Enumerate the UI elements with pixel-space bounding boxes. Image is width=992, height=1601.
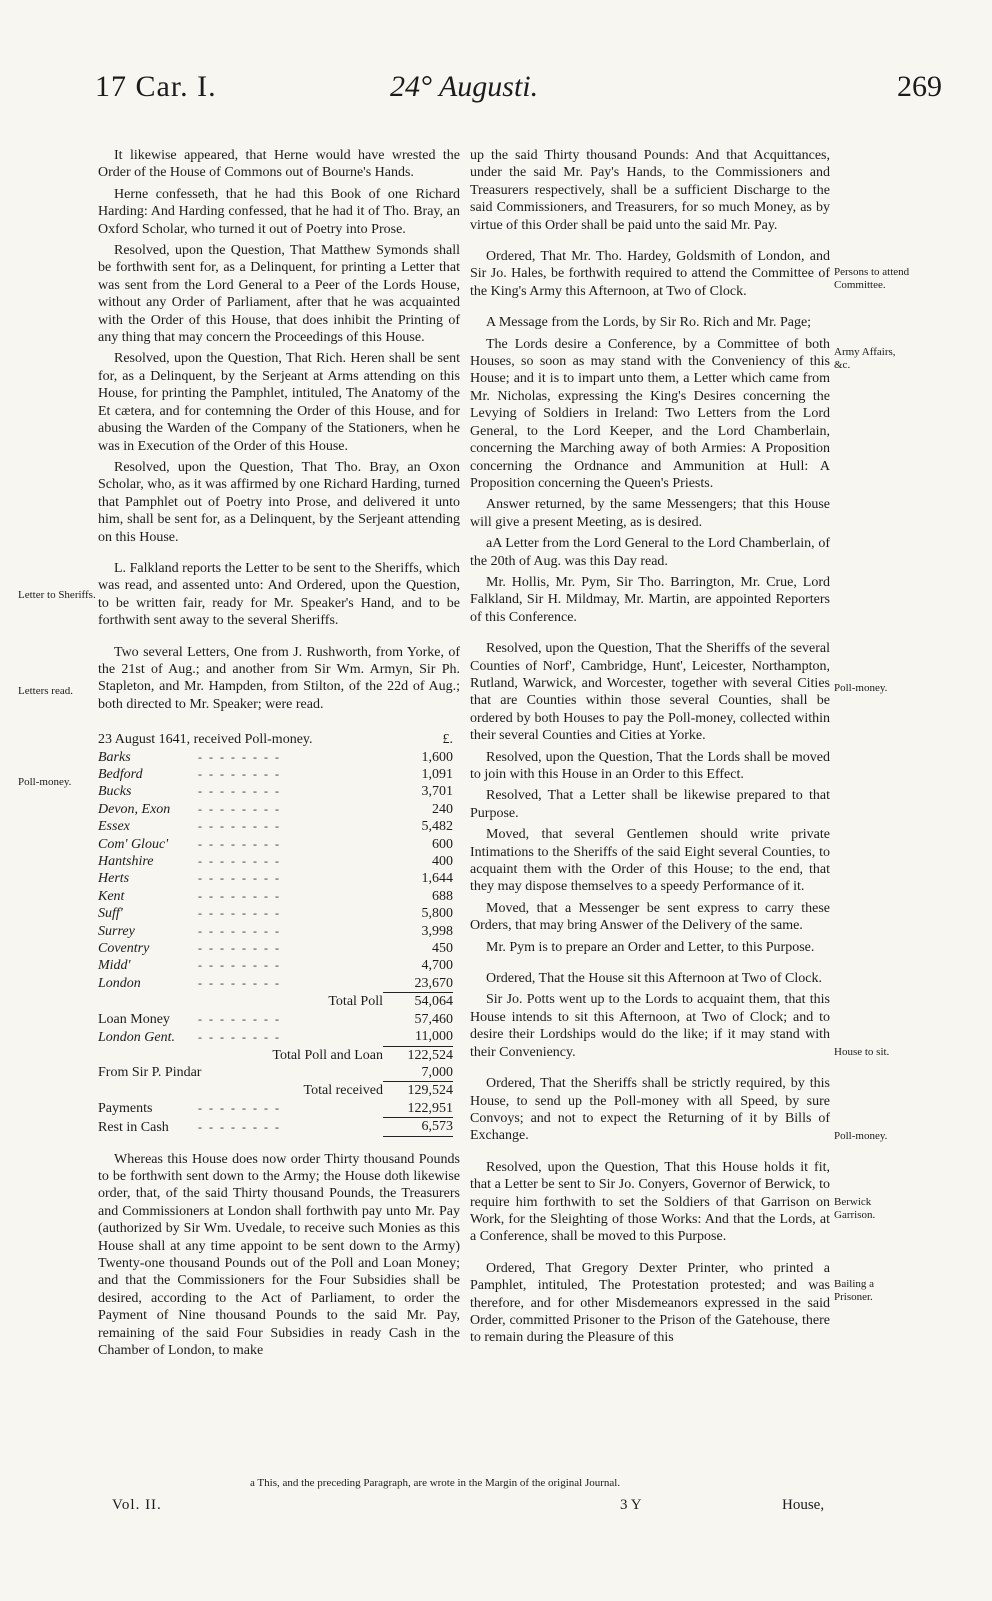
account-row: Rest in Cash - - - - - - - - 6,573 (98, 1119, 453, 1135)
margin-note-berwick-garrison: Berwick Garrison. (834, 1196, 876, 1221)
account-row: Hantshire - - - - - - - - 400 (98, 854, 453, 870)
county-amount: 450 (432, 941, 453, 957)
paragraph: Whereas this House does now order Thirty thousand Pounds to be forthwith sent down to the Army; the House doth likewise order, that, of the said Thirty thousand Pounds, the Treasurers and Commissioners at London shall forthwith pay unto Mr. Pay (authorized by Sir Wm. Uvedale, to receive such Monies as this House shall at any time appoint to be sent down to the Army) Twenty-one thousand Pounds out of the Poll and Loan Money; and that the Commissioners for the Four Subsidies shall be desired, according to the Act of Parliament, to order the Payment of Nine thousand Pounds to the said Mr. Pay, remaining of the said Four Subsidies in ready Cash in the Chamber of London, to make (98, 1151, 460, 1358)
paragraph: Mr. Hollis, Mr. Pym, Sir Tho. Barrington, Mr. Crue, Lord Falkland, Sir H. Mildmay, Mr. Martin, are appointed Reporters of this Conference. (470, 574, 830, 625)
paragraph: Resolved, That a Letter shall be likewise prepared to that Purpose. (470, 788, 830, 821)
paragraph: Two several Letters, One from J. Rushworth, from Yorke, of the 21st of Aug.; and another from Sir Wm. Armyn, Sir Ph. Stapleton, and Mr. Hampden, from Stilton, of the 22d of Aug.; both directed to Mr. Speaker; were read. (98, 644, 460, 712)
payments-label: Payments (98, 1101, 153, 1117)
header-regnal-year: 17 Car. I. (95, 70, 217, 103)
account-row: Payments - - - - - - - - 122,951 (98, 1100, 453, 1117)
county-name: Surrey (98, 923, 135, 939)
paragraph: Resolved, upon the Question, That this House holds it fit, that a Letter be sent to Sir Jo. Conyers, Governor of Berwick, to require him forthwith to set the Soldiers of that Garrison on Work, for the Sleighting of those Works: And that the Lords, at a Conference, shall be moved to this Purpose. (470, 1159, 830, 1245)
paragraph: Answer returned, by the same Messengers; that this House will give a present Meeting, as is desired. (470, 497, 830, 530)
total-poll-value: 54,064 (414, 994, 453, 1010)
account-total-row (98, 1046, 453, 1064)
paragraph: Resolved, upon the Question, That the Sheriffs of the several Counties of Norf', Cambridge, Hunt', Leicester, Northampton, Rutland, Warwick, and Worcester, together with several Cities that are Counties within those several Counties, shall be ordered by both Houses to pay the Poll-money, collected within their several Counties and Cities at Yorke. (470, 641, 830, 744)
account-row: London - - - - - - - - 23,670 (98, 975, 453, 992)
margin-note-persons-to-attend: Persons to attend Committee. (834, 266, 910, 291)
paragraph: Herne confesseth, that he had this Book of one Richard Harding: And Harding confessed, that he had it of Tho. Bray, an Oxford Scholar, who turned it out of Poetry into Prose. (98, 186, 460, 237)
account-row: Essex - - - - - - - - 5,482 (98, 819, 453, 835)
currency-symbol: £. (442, 732, 453, 748)
header-date: 24° Augusti. (390, 70, 539, 103)
paragraph: Sir Jo. Potts went up to the Lords to acquaint them, that this House intends to sit this Afternoon, at Two of Clock; and to desire their Lordships would do the like; if it may stand with their Conveniency. (470, 992, 830, 1060)
county-amount: 688 (432, 888, 453, 904)
paragraph: L. Falkland reports the Letter to be sent to the Sheriffs, which was read, and assented unto: And Ordered, upon the Question, to be written fair, ready for Mr. Speaker's Hand, and to be forthwith sent away to the several Sheriffs. (98, 560, 460, 629)
paragraph: Mr. Pym is to prepare an Order and Letter, to this Purpose. (486, 939, 815, 955)
margin-note-poll-money: Poll-money. (834, 1130, 888, 1142)
county-name: Coventry (98, 941, 150, 957)
account-heading-row (98, 731, 453, 748)
paragraph: Moved, that several Gentlemen should write private Intimations to the Sheriffs of the said Eight several Counties, to acquaint them with the Order of this House; to the end, that they may dispose themselves to a speedy Performance of it. (470, 827, 830, 895)
account-row: London Gent. - - - - - - - - 11,000 (98, 1029, 453, 1045)
account-row: Com' Glouc' - - - - - - - - 600 (98, 836, 453, 852)
paragraph: Moved, that a Messenger be sent express to carry these Orders, that may bring Answer of the Delivery of the same. (470, 900, 830, 934)
loan-money-value: 57,460 (414, 1011, 453, 1027)
paragraph: Resolved, upon the Question, That Matthew Symonds shall be forthwith sent for, as a Delinquent, for printing a Letter that was sent from the Lord General to a Peer of the Lords House, without any Order of Parliament, after that he was acquainted with the Order of this House, that does inhibit the Printing of any thing that may concern the Proceedings of this House. (98, 243, 460, 346)
total-received-label: Total received (303, 1083, 383, 1099)
account-total-row (98, 1082, 453, 1100)
county-amount: 5,482 (421, 819, 453, 835)
paragraph: Ordered, That Mr. Tho. Hardey, Goldsmith of London, and Sir Jo. Hales, be forthwith required to attend the Committee of the King's Army this Afternoon, at Two of Clock. (470, 249, 830, 299)
total-poll-label: Total Poll (328, 994, 383, 1010)
pindar-value: 7,000 (383, 1064, 453, 1082)
paragraph: Ordered, That Gregory Dexter Printer, who printed a Pamphlet, intituled, The Protestation protested; and was therefore, and for other Misdemeanors expressed in the said Order, committed Prisoner to the Prison of the Gatehouse, there to remain during the Pleasure of this (470, 1260, 830, 1346)
right-column (470, 147, 830, 1351)
county-name: Com' Glouc' (98, 836, 169, 852)
county-name: Devon, Exon (98, 801, 171, 817)
county-amount: 1,600 (421, 749, 453, 765)
county-name: Barks (98, 749, 131, 765)
paragraph: A Message from the Lords, by Sir Ro. Rich and Mr. Page; (486, 315, 812, 331)
county-name: Hantshire (98, 854, 154, 870)
paragraph: Ordered, That the Sheriffs shall be strictly required, by this House, to send up the Poll-money with all Speed, by sure Convoys; and not to expect the Returning of it by Bills of Exchange. (470, 1076, 830, 1144)
paragraph: aA Letter from the Lord General to the Lord Chamberlain, of the 20th of Aug. was this Day read. (470, 536, 830, 569)
county-amount: 1,644 (421, 871, 453, 887)
total-poll-loan-value: 122,524 (407, 1047, 453, 1063)
account-row: Herts - - - - - - - - 1,644 (98, 871, 453, 887)
london-gent-label: London Gent. (98, 1029, 175, 1045)
paragraph: Resolved, upon the Question, That Tho. Bray, an Oxon Scholar, who, as it was affirmed by one Richard Harding, turned that Pamphlet out of Poetry into Prose, and delivered it unto him, shall be sent for, as a Delinquent, by the Serjeant attending on this House. (98, 459, 460, 545)
account-row: Bucks - - - - - - - - 3,701 (98, 784, 453, 800)
county-amount: 3,998 (421, 923, 453, 939)
total-received-value: 129,524 (407, 1083, 453, 1099)
left-column (98, 147, 460, 1363)
london-gent-value: 11,000 (383, 1028, 453, 1046)
total-poll-loan-label: Total Poll and Loan (272, 1047, 383, 1063)
paragraph: Resolved, upon the Question, That the Lords shall be moved to join with this House in an Order to this Effect. (470, 749, 830, 782)
footnote: a This, and the preceding Paragraph, are wrote in the Margin of the original Journal. (250, 1477, 621, 1489)
paragraph: Ordered, That the House sit this Afternoon at Two of Clock. (486, 971, 822, 987)
margin-note-bailing-prisoner: Bailing a Prisoner. (834, 1278, 875, 1303)
volume-label: Vol. II. (112, 1497, 162, 1513)
county-name: Bedford (98, 767, 143, 782)
account-row: Midd' - - - - - - - - 4,700 (98, 958, 453, 974)
account-row: Surrey - - - - - - - - 3,998 (98, 923, 453, 939)
county-amount: 3,701 (421, 784, 453, 800)
pindar-label: From Sir P. Pindar (98, 1065, 202, 1081)
county-name: Herts (98, 871, 130, 887)
margin-note-army-affairs: Army Affairs, &c. (834, 346, 896, 371)
account-row: Devon, Exon - - - - - - - - 240 (98, 801, 453, 817)
margin-note-letters-read: Letters read. (18, 685, 73, 697)
account-row (98, 1064, 453, 1082)
county-amount: 23,670 (383, 975, 453, 993)
paragraph: Resolved, upon the Question, That Rich. Heren shall be sent for, as a Delinquent, by the Serjeant at Arms attending on this House, for printing the Pamphlet, intituled, The Anatomy of the Et cætera, and for contemning the Order of this House, and for abusing the Warden of the Company of the Stationers, when he was in Execution of the Order of this House. (98, 351, 460, 454)
county-amount: 240 (432, 801, 453, 817)
account-row: Coventry - - - - - - - - 450 (98, 941, 453, 957)
county-amount: 400 (432, 854, 453, 870)
account-row: Suff' - - - - - - - - 5,800 (98, 906, 453, 922)
account-row: Loan Money - - - - - - - - 57,460 (98, 1011, 453, 1027)
margin-note-house-to-sit: House to sit. (834, 1046, 890, 1058)
county-name: London (98, 976, 141, 992)
paragraph: It likewise appeared, that Herne would have wrested the Order of the House of Commons out of Bourne's Hands. (98, 148, 460, 181)
account-county-rows (98, 749, 453, 993)
county-name: Bucks (98, 784, 132, 800)
poll-money-account-table (98, 731, 453, 1136)
account-row: Bedford - - - - - - - - 1,091 (98, 767, 453, 782)
margin-note-poll-money: Poll-money. (834, 682, 888, 694)
payments-value: 122,951 (383, 1100, 453, 1118)
county-amount: 4,700 (421, 958, 453, 974)
county-amount: 1,091 (421, 767, 453, 782)
margin-note-poll-money: Poll-money. (18, 776, 72, 788)
signature-mark: 3 Y (620, 1497, 642, 1513)
county-amount: 600 (432, 836, 453, 852)
county-amount: 5,800 (421, 906, 453, 922)
county-name: Suff' (98, 906, 123, 922)
county-name: Midd' (98, 958, 131, 974)
account-row: Kent - - - - - - - - 688 (98, 888, 453, 904)
paragraph: up the said Thirty thousand Pounds: And that Acquittances, under the said Mr. Pay's Hands, to the Commissioners and Treasurers respectively, shall be a sufficient Discharge to the said Commissioners, and Treasurers, for so much Money, as by virtue of this Order shall be paid unto the said Mr. Pay. (470, 148, 830, 233)
rest-label: Rest in Cash (98, 1119, 169, 1135)
catchword: House, (782, 1497, 825, 1513)
county-name: Kent (98, 888, 125, 904)
paragraph: The Lords desire a Conference, by a Committee of both Houses, so soon as may stand with the Conveniency of this House; and it is to impart unto them, a Letter which came from Mr. Nicholas, expressing the King's Desires concerning the Levying of Soldiers in Ireland: Two Letters from the Lord General, to the Lord Keeper, and the Lord Chamberlain, concerning the Marching away of both Armies: A Proposition concerning the Ordnance and Ammunition at Hull: A Proposition concerning the Queen's Priests. (470, 336, 830, 491)
rest-value: 6,573 (383, 1118, 453, 1136)
account-row: Barks - - - - - - - - 1,600 (98, 749, 453, 765)
account-heading: 23 August 1641, received Poll-money. (98, 732, 313, 748)
account-total-row (98, 993, 453, 1011)
page-number: 269 (897, 70, 942, 103)
county-name: Essex (98, 819, 130, 835)
loan-money-label: Loan Money (98, 1011, 170, 1027)
margin-note-letter-to-sheriffs: Letter to Sheriffs. (18, 589, 96, 601)
